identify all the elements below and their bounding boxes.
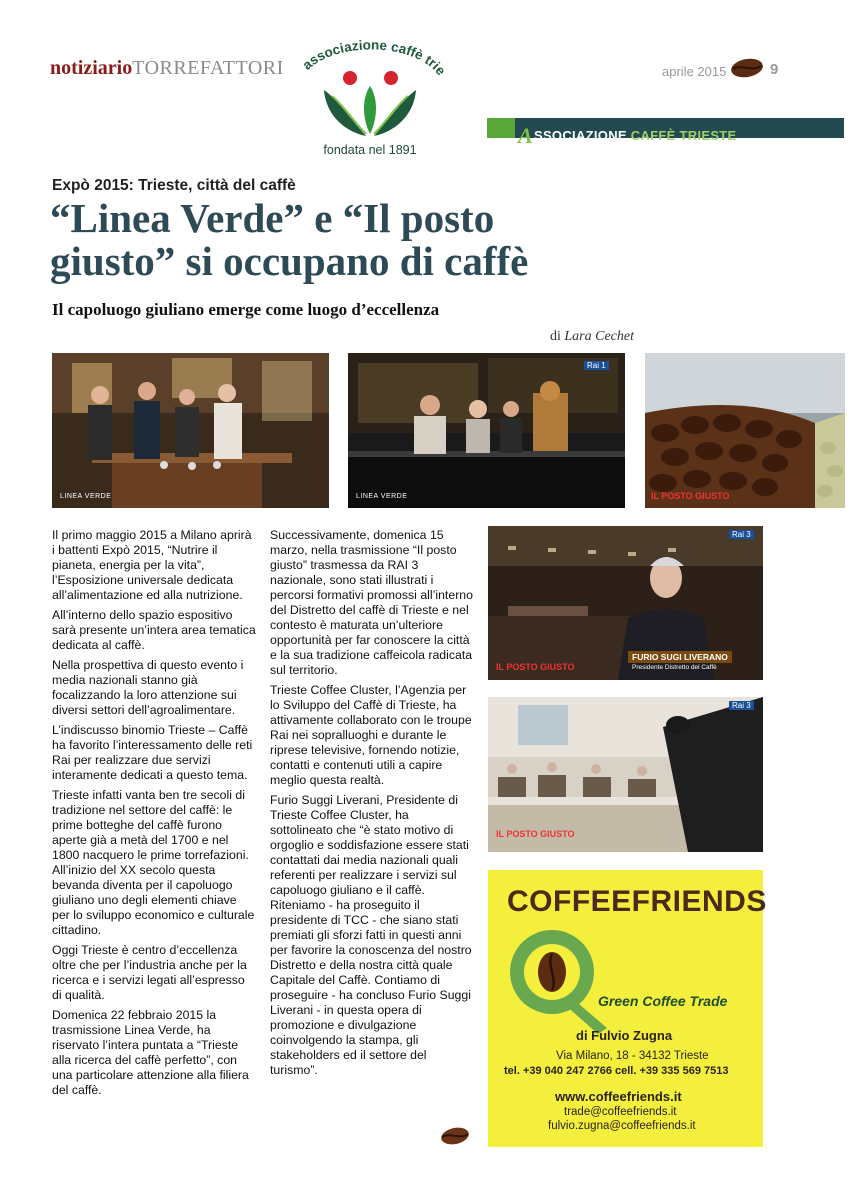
article-paragraph: All’interno dello spazio espositivo sarà presente un’intera area tematica dedicata al caffè. <box>52 608 256 652</box>
byline-author: Lara Cechet <box>564 329 634 344</box>
byline-prefix: di <box>550 329 561 344</box>
logo-founded-text: fondata nel 1891 <box>323 143 417 157</box>
ad-email-trade[interactable]: trade@coffeefriends.it <box>564 1106 677 1118</box>
article-paragraph: Oggi Trieste è centro d’eccellenza oltre che per l’industria anche per la ricerca e i servizi legati all’espresso di qualità. <box>52 943 247 1002</box>
section-band-initial: A <box>518 123 533 148</box>
article-paragraph: Nella prospettiva di questo evento i media nazionali stanno già focalizzando la loro attenzione sui diversi settori dell’agroalimentare. <box>52 658 244 717</box>
ad-tagline: Green Coffee Trade <box>598 993 728 1009</box>
photo-classroom <box>488 697 763 852</box>
coffee-bean-icon <box>440 1125 470 1152</box>
ad-website[interactable]: www.coffeefriends.it <box>555 1089 682 1104</box>
association-logo <box>290 38 450 160</box>
article-paragraph: Trieste Coffee Cluster, l’Agenzia per lo Sviluppo del Caffè di Trieste, ha attivamente collaborato con le troupe Rai nei sopralluoghi e durante le riprese televisive, fornendo notizie, contatti e contenuti utili a capire meglio questa realtà. <box>270 683 472 787</box>
photo-interview <box>488 526 763 680</box>
article-subtitle: Il capoluogo giuliano emerge come luogo d’eccellenza <box>52 300 440 319</box>
ad-owner: di Fulvio Zugna <box>576 1028 673 1043</box>
article-column-2 <box>270 528 475 1083</box>
svg-text:associazione caffè trieste <box>290 38 449 79</box>
article-kicker: Expò 2015: Trieste, città del caffè <box>52 177 296 194</box>
rai-logo: Rai 1 <box>584 361 609 370</box>
title-line-2: giusto” si occupano di caffè <box>50 238 529 284</box>
photo-linea-verde-bar <box>348 353 625 508</box>
page-number: 9 <box>770 61 779 78</box>
ad-phones: tel. +39 040 247 2766 cell. +39 335 569 7513 <box>504 1065 729 1077</box>
rai-logo: Rai 3 <box>729 701 754 710</box>
interviewee-name: FURIO SUGI LIVERANO <box>628 651 732 663</box>
section-band-text <box>518 120 737 146</box>
ad-logo-q-icon <box>502 920 612 1035</box>
article-paragraph: Successivamente, domenica 15 marzo, nella trasmissione “Il posto giusto” trasmessa da RAI 3 nazionale, sono stati illustrati i percorsi formativi promossi all’interno del Distretto del caffè di Trieste e nel contesto è maturata un’ulteriore opportunità per far conoscere la città e la sua tradizione caffeicola radicata sul territorio. <box>270 528 473 677</box>
masthead-torrefattori: TORREFATTORI <box>132 57 284 79</box>
interviewee-role: Presidente Distretto del Caffè <box>632 664 717 671</box>
photo-coffee-beans <box>645 353 845 508</box>
ad-email-personal[interactable]: fulvio.zugna@coffeefriends.it <box>548 1120 696 1132</box>
masthead <box>50 57 284 80</box>
article-paragraph: Domenica 22 febbraio 2015 la trasmissione Linea Verde, ha riservato l’intera puntata a “Trieste alla ricerca del caffè perfetto”, con una particolare attenzione alla filiera del caffè. <box>52 1008 249 1097</box>
rai-logo: Rai 3 <box>729 530 754 539</box>
article-paragraph: L’indiscusso binomio Trieste – Caffè ha favorito l’interessamento delle reti Rai per realizzare due servizi interamente dedicati a questo tema. <box>52 723 253 782</box>
section-band-rest: SSOCIAZIONE <box>533 128 627 143</box>
article-paragraph: Il primo maggio 2015 a Milano aprirà i battenti Expò 2015, “Nutrire il pianeta, energia per la vita”, l’Esposizione universale dedicata all’alimentazione ed alla nutrizione. <box>52 528 252 602</box>
coffee-bean-icon <box>730 56 764 80</box>
photo-linea-verde-group <box>52 353 329 508</box>
photo-logo: IL POSTO GIUSTO <box>496 829 575 839</box>
logo-arc-text: associazione caffè trie <box>299 38 449 79</box>
article-column-1 <box>52 528 256 1103</box>
section-band-highlight: CAFFÈ TRIESTE <box>630 128 737 143</box>
masthead-notiziario: notiziario <box>50 57 133 79</box>
byline <box>550 329 634 345</box>
article-paragraph: Furio Suggi Liverani, Presidente di Trieste Coffee Cluster, ha sottolineato che “è stato motivo di orgoglio e soddisfazione essere stati contattati dai media nazionali quali referenti per realizzare i servizi sul capoluogo giuliano e il caffè. Riteniamo - ha proseguito il presidente di TCC - che siano stati premiati gli sforzi fatti in questi anni per favorire la conoscenza del nostro Distretto e della nostra città quale Capitale del Caffè. Contiamo di proseguire - ha concluso Furio Suggi Liverani - in questa opera di promozione e divulgazione coinvolgendo la stampa, gli stakeholders ed il settore del turismo”. <box>270 793 472 1077</box>
ad-address: Via Milano, 18 - 34132 Trieste <box>556 1050 709 1062</box>
photo-logo: IL POSTO GIUSTO <box>496 662 575 672</box>
section-band-accent <box>487 118 515 138</box>
issue-date: aprile 2015 <box>662 64 727 79</box>
article-title <box>50 197 750 283</box>
photo-logo: LINEA VERDE <box>60 493 112 500</box>
photo-logo: IL POSTO GIUSTO <box>651 491 730 501</box>
article-paragraph: Trieste infatti vanta ben tre secoli di tradizione nel settore del caffè: le prime botteghe del caffè furono aperte già a metà del 1700 e nel 1800 nacquero le prime torrefazioni. All’inizio del XX secolo questa bevanda diventa per il capoluogo giuliano uno degli elementi chiave per lo sviluppo economico e culturale cittadino. <box>52 788 255 937</box>
title-line-1: “Linea Verde” e “Il posto <box>50 195 495 241</box>
photo-logo: LINEA VERDE <box>356 493 408 500</box>
ad-brand: COFFEEFRIENDS <box>507 885 767 918</box>
